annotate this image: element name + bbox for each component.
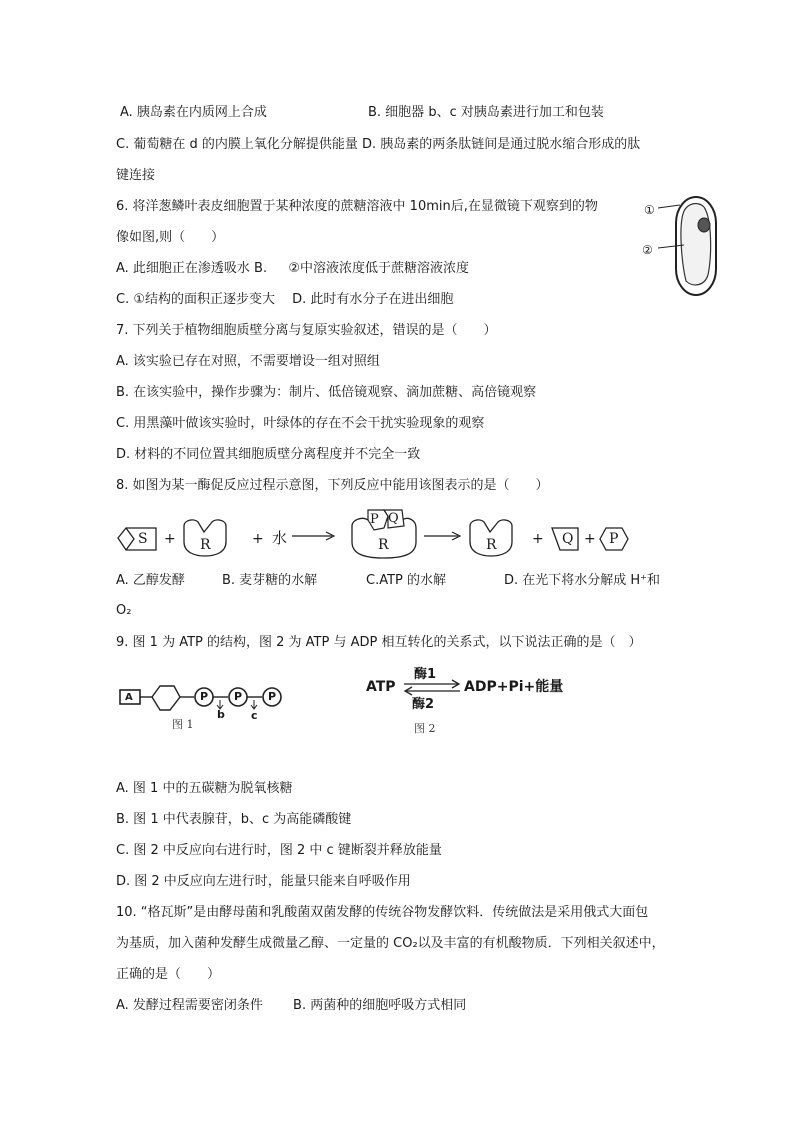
q6-stem-line2: 像如图,则（ ） [116,230,225,245]
q7-option-c: C. 用黑藻叶做该实验时，叶绿体的存在不会干扰实验现象的观察 [116,416,485,431]
phosphate-2-label: P [234,690,243,703]
q6-options-cd: C. ①结构的面积正逐步变大 D. 此时有水分子在进出细胞 [116,292,454,307]
figure-2-caption: 图 2 [414,722,436,735]
q5-option-b: B. 细胞器 b、c 对胰岛素进行加工和包装 [368,105,604,120]
q5-option-cd: C. 葡萄糖在 d 的内膜上氧化分解提供能量 D. 胰岛素的两条肽链间是通过脱水缩合形成的肽 [116,137,641,152]
q5-option-d-cont: 键连接 [116,168,156,183]
complex-q-label: Q [388,511,399,526]
q9-option-d: D. 图 2 中反应向左进行时，能量只能来自呼吸作用 [116,874,411,889]
q5-option-a: A. 胰岛素在内质网上合成 [120,105,267,120]
enzyme-1-label: 酶1 [414,667,437,682]
plus-sign-3: + [532,531,544,547]
label-1: ① [644,203,655,217]
q8-stem: 8. 如图为某一酶促反应过程示意图，下列反应中能用该图表示的是（ ） [116,478,549,493]
plus-sign-2: + [252,531,264,547]
plus-sign-4: + [584,531,596,547]
q8-enzyme-figure [112,506,652,562]
complex-r-label: R [378,537,389,553]
q6-cell-figure [640,195,730,300]
product-p-label: P [609,531,619,547]
q7-option-b: B. 在该实验中，操作步骤为：制片、低倍镜观察、滴加蔗糖、高倍镜观察 [116,385,537,400]
phosphate-1-label: P [200,690,209,703]
onion-cell-diagram [640,195,730,300]
adp-pi-energy-label: ADP+Pi+能量 [464,679,564,695]
water-label: 水 [272,529,288,547]
q9-option-a: A. 图 1 中的五碳糖为脱氧核糖 [116,781,293,796]
plus-sign-1: + [164,531,176,547]
q7-stem: 7. 下列关于植物细胞质壁分离与复原实验叙述，错误的是（ ） [116,323,497,338]
q8-option-b: B. 麦芽糖的水解 [222,573,318,588]
q10-options-ab: A. 发酵过程需要密闭条件 B. 两菌种的细胞呼吸方式相同 [116,998,467,1013]
adenine-a-label: A [125,692,133,703]
bond-c-label: c [251,709,258,722]
atp-label: ATP [366,679,396,695]
q10-stem-line2: 为基质，加入菌种发酵生成微量乙醇、一定量的 CO₂以及丰富的有机酸物质．下列相关叙述中， [116,936,665,951]
phosphate-3-label: P [268,690,277,703]
enzyme-2-label: 酶2 [412,697,435,712]
q8-option-a: A. 乙醇发酵 [116,573,185,588]
q7-option-d: D. 材料的不同位置其细胞质壁分离程度并不完全一致 [116,447,421,462]
q9-figure-1 [118,680,298,736]
product-r-label: R [486,537,497,553]
q9-stem: 9. 图 1 为 ATP 的结构，图 2 为 ATP 与 ADP 相互转化的关系式，以下说法正确的是（ ） [116,635,642,650]
q8-option-d: D. 在光下将水分解成 H⁺和 [504,573,661,588]
q6-options-ab: A. 此细胞正在渗透吸水 B. ②中溶液浓度低于蔗糖溶液浓度 [116,261,470,276]
q8-option-c: C.ATP 的水解 [366,573,447,588]
figure-1-caption: 图 1 [172,718,194,731]
substrate-s-label: S [138,531,148,547]
label-2: ② [642,243,653,257]
product-q-label: Q [562,531,574,547]
q9-option-c: C. 图 2 中反应向右进行时，图 2 中 c 键断裂并释放能量 [116,843,442,858]
q10-stem-line3: 正确的是（ ） [116,967,221,982]
bond-b-label: b [217,708,225,721]
q9-option-b: B. 图 1 中代表腺苷，b、c 为高能磷酸键 [116,812,352,827]
enzyme-r-label: R [200,537,211,553]
complex-p-label: P [370,512,379,527]
q7-option-a: A. 该实验已存在对照，不需要增设一组对照组 [116,354,380,369]
q6-stem-line1: 6. 将洋葱鳞叶表皮细胞置于某种浓度的蔗糖溶液中 10min后,在显微镜下观察到的物 [116,199,598,214]
q9-figure-2 [366,668,606,738]
reversible-arrow-icon [402,678,462,698]
q10-stem-line1: 10. “格瓦斯”是由酵母菌和乳酸菌双菌发酵的传统谷物发酵饮料．传统做法是采用俄式大面包 [116,905,649,920]
q8-option-d-cont: O₂ [116,603,132,618]
